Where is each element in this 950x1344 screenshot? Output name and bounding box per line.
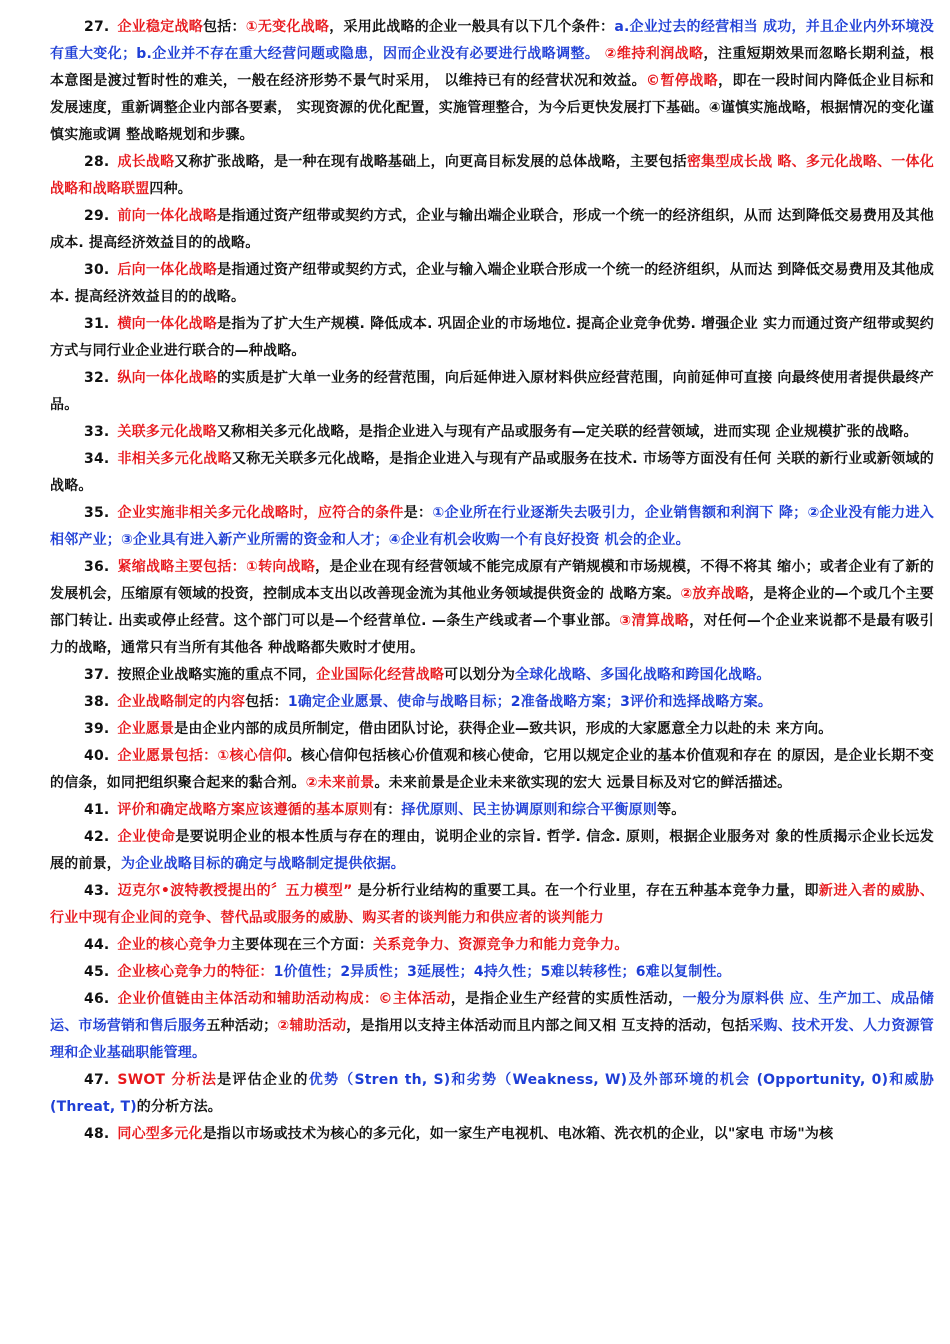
- paragraph-number: 31.: [84, 316, 110, 332]
- body-text: 主要体现在三个方面：: [231, 937, 374, 953]
- paragraph-47: [50, 1067, 934, 1121]
- body-text: 五种活动；: [206, 1018, 278, 1034]
- highlight-term: 企业的核心竞争力: [117, 937, 232, 953]
- paragraph-45: [50, 959, 934, 986]
- paragraph-number: 44.: [84, 937, 110, 953]
- highlight-point: 1价值性；2异质性；3延展性；4持久性；5难以转移性；6难以复制性。: [273, 964, 731, 980]
- highlight-term: 企业使命: [117, 829, 176, 845]
- paragraph-38: [50, 689, 934, 716]
- paragraph-number: 30.: [84, 262, 110, 278]
- highlight-term: 关系竞争力、资源竞争力和能力竞争力。: [373, 937, 629, 953]
- paragraph-number: 27.: [84, 19, 110, 35]
- body-text: ，是指用以支持主体活动而且内部之间又相 互支持的活动，包括: [346, 1018, 750, 1034]
- body-text: ，对任何—个企业来说都不是最有吸引力的战略，通常只有当所有其他各 种战略都失败时才使用。: [50, 613, 934, 656]
- highlight-point: 1确定企业愿景、使命与战略目标；2准备战略方案；3评价和选择战略方案。: [287, 694, 773, 710]
- paragraph-number: 37.: [84, 667, 110, 683]
- paragraph-number: 40.: [84, 748, 110, 764]
- body-text: ，即在一段时间内降低企业目标和发展速度，重新调整企业内部各要素， 实现资源的优化配置，实施管理整合，为今后更快发展打下基础。④谨慎实施战略，根据情况的变化谨慎实施或调 整战略规划和步骤。: [50, 73, 934, 143]
- body-text: 又称扩张战略，是一种在现有战略基础上，向更高目标发展的总体战略，主要包括: [174, 154, 687, 170]
- highlight-term: 企业核心竞争力的特征：: [117, 964, 274, 980]
- highlight-term: ③清算战略: [619, 613, 690, 629]
- body-text: 又称相关多元化战略，是指企业进入与现有产品或服务有—定关联的经营领域，进而实现 企业规模扩张的战略。: [216, 424, 918, 440]
- highlight-term: 迈克尔•波特教授提出的〞五力模型”: [117, 883, 353, 899]
- body-text: ，注重短期效果而忽略长期利益，根本意图是渡过暂时性的难关，一般在经济形势不景气时采用， 以维持已有的经营状况和效益。: [50, 46, 935, 89]
- paragraph-36: [50, 554, 934, 662]
- highlight-term: 后向一体化战略: [117, 262, 218, 278]
- highlight-term: 企业愿景包括：①核心信仰: [117, 748, 287, 764]
- body-text: 可以划分为: [444, 667, 516, 683]
- body-text: 按照企业战略实施的重点不同，: [117, 667, 317, 683]
- body-text: ，是将企业的—个或几个主要部门转让. 出卖或停止经营。这个部门可以是—个经营单位. —条生产线或者—个事业部。: [50, 586, 934, 629]
- highlight-point: 一般分为原料供 应、生产加工、成品储运、市场营销和售后服务: [50, 991, 934, 1034]
- body-text: ，采用此战略的企业一般具有以下几个条件：: [329, 19, 615, 35]
- highlight-term: 评价和确定战略方案应该遵循的基本原则: [117, 802, 374, 818]
- highlight-point: 择优原则、民主协调原则和综合平衡原则: [401, 802, 658, 818]
- highlight-term: SWOT 分析法: [117, 1072, 218, 1088]
- paragraph-41: [50, 797, 934, 824]
- body-text: 又称无关联多元化战略，是指企业进入与现有产品或服务在技术. 市场等方面没有任何 关联的新行业或新领域的战略。: [50, 451, 935, 494]
- paragraph-43: [50, 878, 934, 932]
- body-text: 是由企业内部的成员所制定，借由团队讨论，获得企业—致共识，形成的大家愿意全力以赴的未 来方向。: [174, 721, 833, 737]
- highlight-term: 紧缩战略主要包括：①转向战略: [117, 559, 316, 575]
- document-body: [50, 14, 934, 1148]
- paragraph-32: [50, 365, 934, 419]
- body-text: 。未来前景是企业未来欲实现的宏大 远景目标及对它的鲜活描述。: [374, 775, 792, 791]
- paragraph-number: 48.: [84, 1126, 110, 1142]
- paragraph-number: 43.: [84, 883, 110, 899]
- paragraph-37: [50, 662, 934, 689]
- body-text: 等。: [657, 802, 686, 818]
- body-text: 是：: [403, 505, 433, 521]
- highlight-term: ①无变化战略: [245, 19, 330, 35]
- body-text: 是指为了扩大生产规模. 降低成本. 巩固企业的市场地位. 提高企业竞争优势. 增强企业 实力而通过资产纽带或契约方式与同行业企业进行联合的—种战略。: [50, 316, 934, 359]
- paragraph-number: 41.: [84, 802, 110, 818]
- paragraph-48: [50, 1121, 934, 1148]
- paragraph-number: 29.: [84, 208, 110, 224]
- body-text: 是要说明企业的根本性质与存在的理由，说明企业的宗旨. 哲学. 信念. 原则，根据企业服务对 象的性质揭示企业长远发展的前景，: [50, 829, 934, 872]
- paragraph-number: 39.: [84, 721, 110, 737]
- paragraph-46: [50, 986, 934, 1067]
- body-text: ，是企业在现有经营领域不能完成原有产销规模和市场规模，不得不将其 缩小；或者企业有了新的发展机会，压缩原有领域的投资，控制成本支出以改善现金流为其他业务领域提供资金的 战略方案。: [50, 559, 935, 602]
- paragraph-42: [50, 824, 934, 878]
- highlight-term: ②维持利润战略: [599, 46, 704, 62]
- highlight-point: 为企业战略目标的确定与战略制定提供依据。: [121, 856, 405, 872]
- paragraph-number: 36.: [84, 559, 110, 575]
- body-text: 有：: [373, 802, 402, 818]
- body-text: 的实质是扩大单一业务的经营范围，向后延伸进入原材料供应经营范围，向前延伸可直接 向最终使用者提供最终产品。: [50, 370, 934, 413]
- highlight-term: 横向一体化战略: [117, 316, 218, 332]
- highlight-term: 企业国际化经营战略: [316, 667, 445, 683]
- paragraph-29: [50, 203, 934, 257]
- paragraph-35: [50, 500, 934, 554]
- highlight-term: ②未来前景: [305, 775, 375, 791]
- highlight-term: 同心型多元化: [117, 1126, 203, 1142]
- highlight-point: ①企业所在行业逐渐失去吸引力，企业销售额和利润下 降；②企业没有能力进入相邻产业；③企业具有进入新产业所需的资金和人才；④企业有机会收购一个有良好投资 机会的企业。: [50, 505, 935, 548]
- paragraph-number: 46.: [84, 991, 110, 1007]
- body-text: 四种。: [149, 181, 193, 197]
- paragraph-28: [50, 149, 934, 203]
- paragraph-34: [50, 446, 934, 500]
- body-text: ，是指企业生产经营的实质性活动，: [450, 991, 683, 1007]
- body-text: 是分析行业结构的重要工具。在一个行业里，存在五种基本竞争力量，即: [352, 883, 819, 899]
- highlight-point: a.企业过去的经营相当 成功，并且企业内外环境没有重大变化；b.企业并不存在重大经营问题或隐患，因而企业没有必要进行战略调整。: [50, 19, 934, 62]
- paragraph-31: [50, 311, 934, 365]
- highlight-term: 纵向一体化战略: [117, 370, 218, 386]
- paragraph-44: [50, 932, 934, 959]
- highlight-term: 企业价值链由主体活动和辅助活动构成：©主体活动: [117, 991, 451, 1007]
- highlight-term: 企业稳定战略: [117, 19, 203, 35]
- highlight-term: 成长战略: [117, 154, 175, 170]
- paragraph-40: [50, 743, 934, 797]
- body-text: 是指通过资产纽带或契约方式，企业与输入端企业联合形成一个统一的经济组织，从而达 到降低交易费用及其他成本. 提高经济效益目的的战略。: [50, 262, 934, 305]
- highlight-term: ©暂停战略: [646, 73, 719, 89]
- body-text: 包括：: [203, 19, 246, 35]
- paragraph-number: 42.: [84, 829, 110, 845]
- highlight-term: 企业战略制定的内容: [117, 694, 246, 710]
- paragraph-number: 28.: [84, 154, 110, 170]
- paragraph-number: 34.: [84, 451, 110, 467]
- highlight-term: 企业愿景: [117, 721, 175, 737]
- highlight-term: 非相关多元化战略: [117, 451, 232, 467]
- paragraph-27: [50, 14, 934, 149]
- paragraph-39: [50, 716, 934, 743]
- body-text: 。核心信仰包括核心价值观和核心使命，它用以规定企业的基本价值观和存在 的原因，是企业长期不变的信条，如同把组织聚合起来的黏合剂。: [50, 748, 934, 791]
- highlight-term: 企业实施非相关多元化战略时，应符合的条件: [117, 505, 404, 521]
- body-text: 包括：: [245, 694, 288, 710]
- paragraph-number: 45.: [84, 964, 110, 980]
- highlight-term: 密集型成长战 略、多元化战略、一体化战略和战略联盟: [50, 154, 934, 197]
- paragraph-number: 32.: [84, 370, 110, 386]
- highlight-term: ②辅助活动: [277, 1018, 347, 1034]
- body-text: 是评估企业的: [217, 1072, 309, 1088]
- highlight-term: 新进入者的威胁、行业中现有企业间的竞争、替代品或服务的威胁、购买者的谈判能力和供应者的谈判能力: [50, 883, 934, 926]
- body-text: 是指以市场或技术为核心的多元化，如一家生产电视机、电冰箱、洗衣机的企业，以"家电 市场"为核: [202, 1126, 834, 1142]
- paragraph-33: [50, 419, 934, 446]
- highlight-term: 关联多元化战略: [117, 424, 217, 440]
- body-text: 的分析方法。: [136, 1099, 222, 1115]
- highlight-term: ②放弃战略: [680, 586, 750, 602]
- paragraph-number: 35.: [84, 505, 110, 521]
- paragraph-number: 47.: [84, 1072, 110, 1088]
- paragraph-number: 38.: [84, 694, 110, 710]
- highlight-point: 全球化战略、多国化战略和跨国化战略。: [515, 667, 771, 683]
- paragraph-30: [50, 257, 934, 311]
- highlight-point: 优势（Stren th, S)和劣势（Weakness, W)及外部环境的机会 (Opportunity, 0)和威胁(Threat, T): [50, 1072, 934, 1115]
- highlight-point: 采购、技术开发、人力资源管理和企业基础职能管理。: [50, 1018, 935, 1061]
- highlight-term: 前向一体化战略: [117, 208, 218, 224]
- paragraph-number: 33.: [84, 424, 110, 440]
- body-text: 是指通过资产纽带或契约方式，企业与输出端企业联合，形成一个统一的经济组织，从而 达到降低交易费用及其他成本. 提高经济效益目的的战略。: [50, 208, 934, 251]
